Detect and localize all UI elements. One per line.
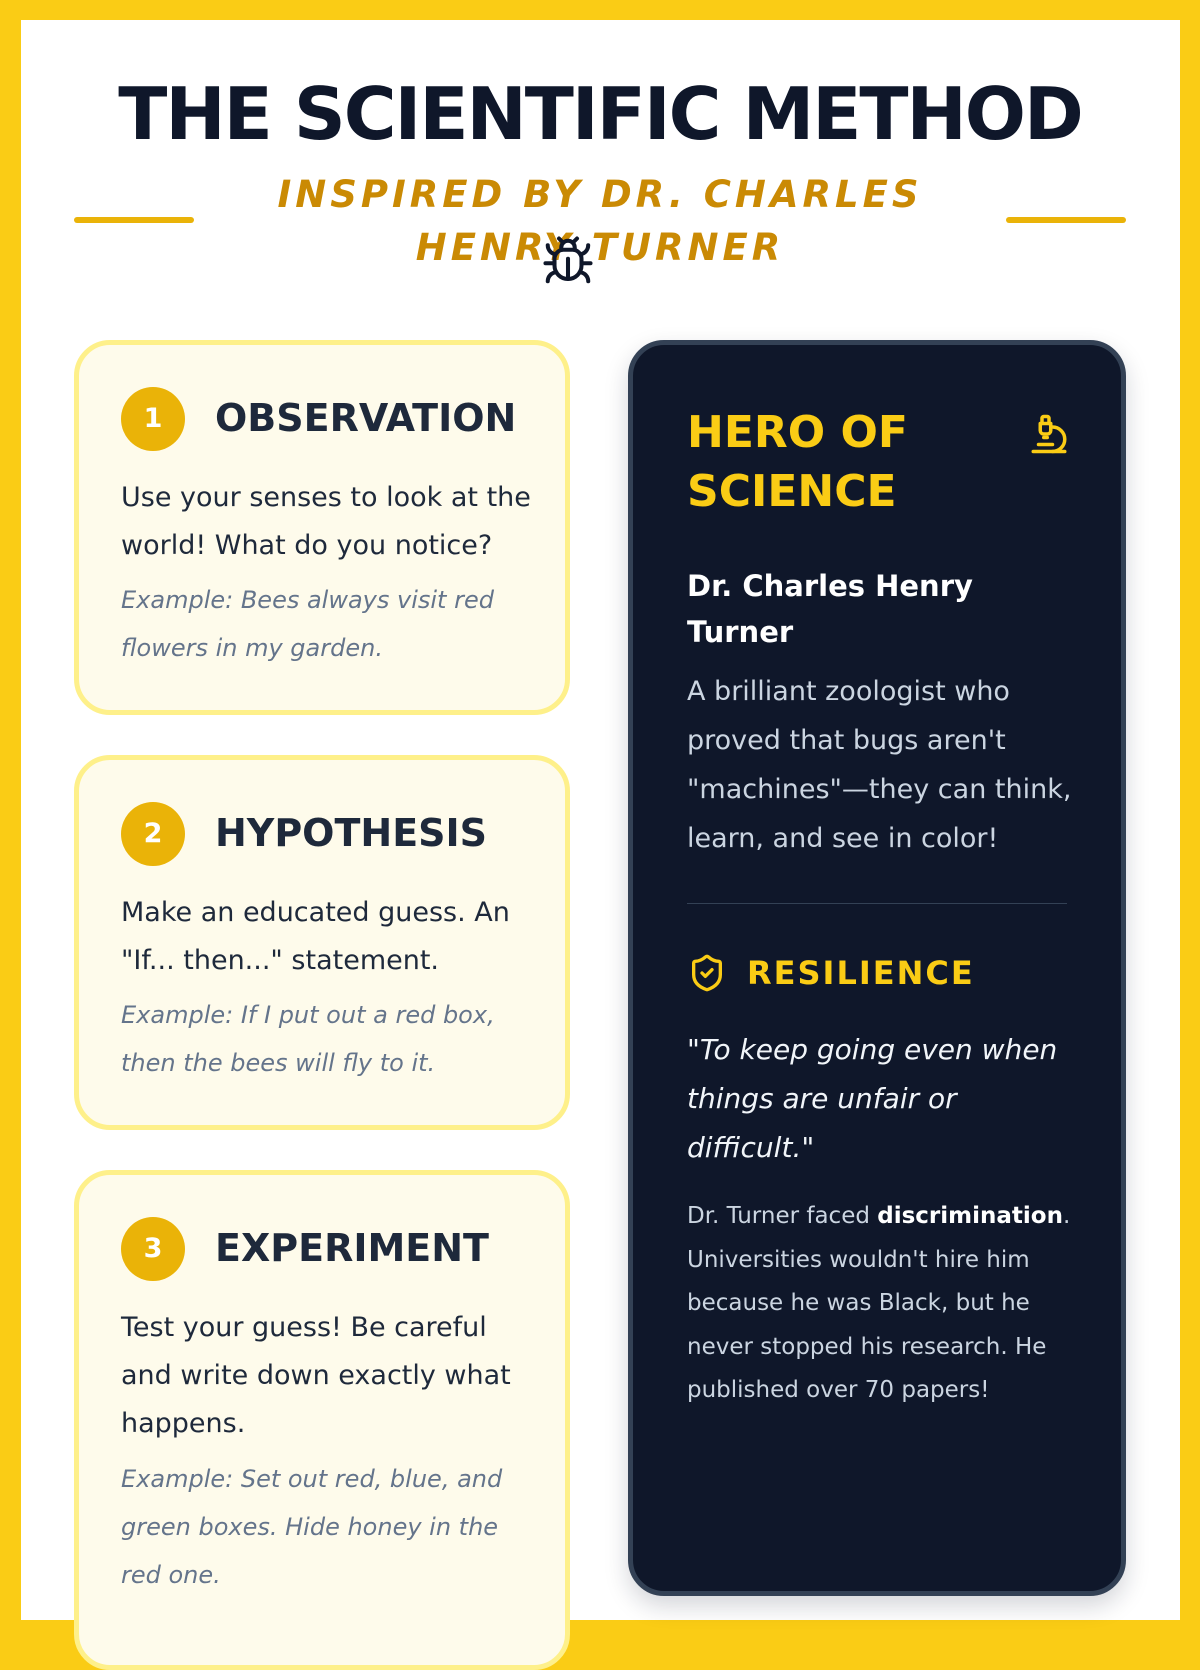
step-example: Example: If I put out a red box, then the bees will fly to it. — [121, 1001, 495, 1077]
step-card-experiment — [74, 1170, 570, 1670]
resilience-body-prefix: Dr. Turner faced — [687, 1203, 878, 1229]
resilience-quote: "To keep going even when things are unfair or difficult." — [687, 1033, 1058, 1164]
scientist-name: Dr. Charles Henry Turner — [687, 569, 973, 649]
page-subtitle — [220, 168, 980, 274]
step-title: EXPERIMENT — [215, 1226, 489, 1270]
step-title: OBSERVATION — [215, 396, 517, 440]
shield-check-icon — [687, 953, 727, 993]
step-number-badge: 2 — [121, 802, 185, 866]
step-card-hypothesis — [74, 755, 570, 1130]
page-title: THE SCIENTIFIC METHOD — [118, 72, 1082, 156]
hero-divider — [687, 903, 1067, 904]
resilience-body-suffix: . Universities wouldn't hire him because he was Black, but he never stopped his research. He published over 70 papers! — [687, 1203, 1071, 1403]
subtitle-rule-right — [1006, 217, 1126, 223]
step-description: Test your guess! Be careful and write down exactly what happens. — [121, 1312, 511, 1439]
step-number-badge: 3 — [121, 1217, 185, 1281]
subtitle-line-2: HENRY TURNER — [415, 226, 785, 269]
step-example: Example: Set out red, blue, and green boxes. Hide honey in the red one. — [121, 1465, 503, 1589]
subtitle-rule-left — [74, 217, 194, 223]
microscope-icon — [1028, 413, 1070, 455]
step-description: Make an educated guess. An "If... then..." statement. — [121, 897, 510, 976]
subtitle-line-1: INSPIRED BY DR. CHARLES — [277, 173, 923, 216]
hero-of-science-panel — [628, 340, 1126, 1596]
resilience-title: RESILIENCE — [747, 954, 975, 992]
step-number-badge: 1 — [121, 387, 185, 451]
resilience-body-emphasis: discrimination — [877, 1203, 1063, 1229]
step-title: HYPOTHESIS — [215, 811, 488, 855]
hero-title: HERO OF SCIENCE — [687, 407, 908, 517]
step-description: Use your senses to look at the world! What do you notice? — [121, 482, 531, 561]
bug-icon — [541, 234, 595, 288]
step-card-observation — [74, 340, 570, 715]
scientist-description: A brilliant zoologist who proved that bugs aren't "machines"—they can think, learn, and see in color! — [687, 676, 1072, 854]
step-example: Example: Bees always visit red flowers in my garden. — [121, 586, 494, 662]
resilience-body — [687, 1195, 1072, 1413]
